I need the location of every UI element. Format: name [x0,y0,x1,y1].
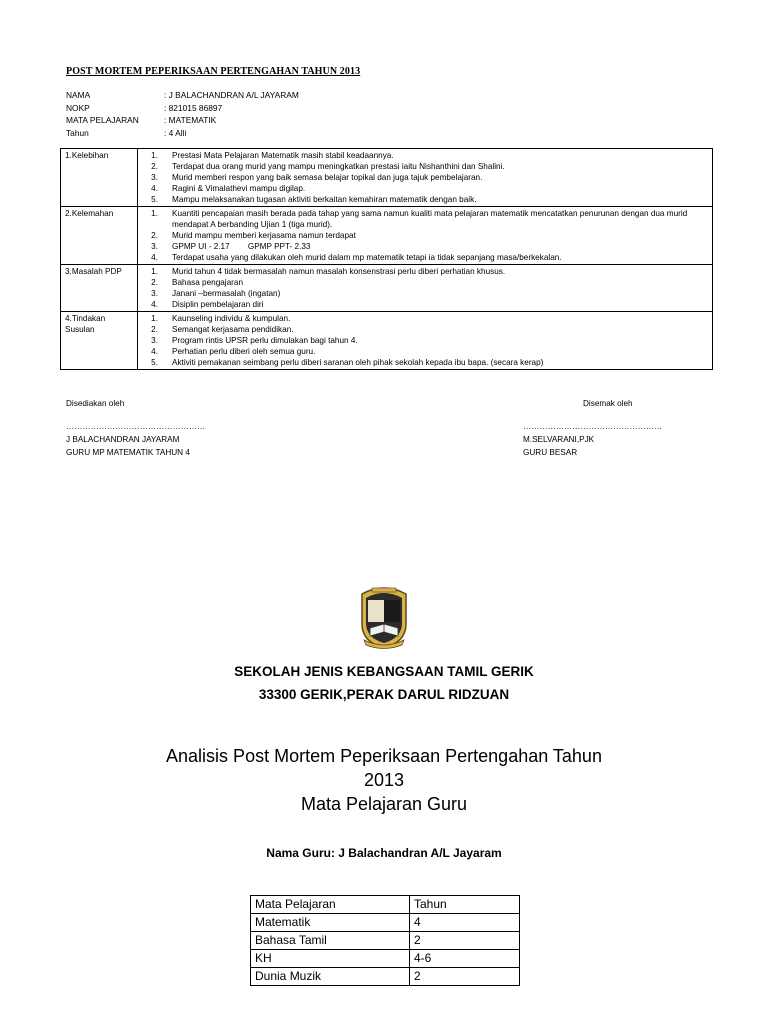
info-label: NOKP [66,102,90,113]
info-value: : 4 Alli [164,127,187,138]
table-cell: KH [251,950,410,968]
info-row-nama [66,89,299,102]
table-cell: 2 [410,968,520,986]
items-cell [138,265,713,312]
table-row-tindakan-susulan [61,312,713,370]
category-cell: 4.Tindakan Susulan [61,312,138,370]
checked-by-name: M.SELVARANI,PJK [523,435,595,444]
info-value: : MATEMATIK [164,115,217,125]
school-name: SEKOLAH JENIS KEBANGSAAN TAMIL GERIK [234,664,534,679]
category-cell: 2.Kelemahan [61,207,138,265]
list-item: 1. Prestasi Mata Pelajaran Matematik masih stabil keadaannya. [151,151,394,160]
document-title-line: Analisis Post Mortem Peperiksaan Pertengahan Tahun [166,746,602,766]
prepared-by-name: J BALACHANDRAN JAYARAM [66,435,180,444]
column-header: Mata Pelajaran [251,896,410,914]
info-value: : 821015 86897 [164,102,223,113]
table-row [251,932,520,950]
info-row-tahun [66,127,299,140]
table-cell: 2 [410,932,520,950]
table-header-row [251,896,520,914]
list-item: 4. Terdapat usaha yang dilakukan oleh murid dalam mp matematik tetapi ia tidak sepanjang masa/berkekalan. [151,253,562,262]
table-cell: Bahasa Tamil [251,932,410,950]
table-row-kelemahan [61,207,713,265]
list-item: 2. Terdapat dua orang murid yang mampu meningkatkan prestasi iaitu Nishanthini dan Shalini. [151,162,505,171]
teacher-name: Nama Guru: J Balachandran A/L Jayaram [266,846,502,860]
document-title-line: Mata Pelajaran Guru [300,794,468,814]
table-row [251,968,520,986]
subjects-table [250,895,520,986]
category-cell: 3.Masalah PDP [61,265,138,312]
info-label: MATA PELAJARAN [66,115,139,125]
table-row [251,914,520,932]
document-title [0,744,768,816]
items-cell [138,149,713,207]
info-value: : J BALACHANDRAN A/L JAYARAM [164,90,299,100]
table-cell: Matematik [251,914,410,932]
category-cell: 1.Kelebihan [61,149,138,207]
list-item: 3. Program rintis UPSR perlu dimulakan bagi tahun 4. [151,336,358,345]
items-cell [138,207,713,265]
checked-by-block [523,397,662,459]
table-cell: 4-6 [410,950,520,968]
post-mortem-table [60,148,713,370]
school-crest-icon [358,584,410,650]
info-label: NAMA [66,90,91,100]
info-row-nokp [66,102,299,115]
table-cell: 4 [410,914,520,932]
document-title-line: 2013 [363,770,405,790]
list-item: 2. Murid mampu memberi kerjasama namun terdapat [151,231,356,240]
school-address: 33300 GERIK,PERAK DARUL RIDZUAN [258,687,510,702]
list-item: 1. Murid tahun 4 tidak bermasalah namun masalah konsenstrasi perlu diberi perhatian khusus. [151,267,506,276]
page-title: POST MORTEM PEPERIKSAAN PERTENGAHAN TAHUN 2013 [66,66,361,77]
table-cell: Dunia Muzik [251,968,410,986]
prepared-by-label: Disediakan oleh [66,399,125,408]
prepared-by-role: GURU MP MATEMATIK TAHUN 4 [66,448,190,457]
table-row [251,950,520,968]
list-item: 3. Janani –bermasalah (ingatan) [151,289,281,298]
list-item: 3. Murid memberi respon yang baik semasa belajar topikal dan juga tajuk pembelajaran. [151,173,483,182]
list-item: 5. Mampu melaksanakan tugasan aktiviti berkaitan kemahiran matematik dengan baik. [151,195,477,204]
list-item: 1. Kuantiti pencapaian masih berada pada tahap yang sama namun kualiti mata pelajaran matematik mencatatkan penurunan dengan dua murid mendapat A berbanding Ujian 1 (tiga murid). [151,209,688,229]
table-row-masalah-pdp [61,265,713,312]
info-block [66,89,299,139]
list-item: 2. Semangat kerjasama pendidikan. [151,325,294,334]
list-item: 1. Kaunseling individu & kumpulan. [151,314,291,323]
column-header: Tahun [410,896,520,914]
signature-line: …………………………………………… [523,422,663,431]
list-item: 4. Disiplin pembelajaran diri [151,300,264,309]
list-item: 5. Aktiviti pemakanan seimbang perlu diberi saranan oleh pihak sekolah kepada ibu bapa. (secara kerap) [151,358,544,367]
signature-line: …………………………………………… [66,422,206,431]
items-cell [138,312,713,370]
prepared-by-block [66,397,205,459]
list-item: 3. GPMP UI - 2.17 GPMP PPT- 2.33 [151,242,311,251]
list-item: 2. Bahasa pengajaran [151,278,244,287]
table-row-kelebihan [61,149,713,207]
checked-by-label: Disemak oleh [583,399,633,408]
info-row-mata-pelajaran [66,114,299,127]
list-item: 4. Perhatian perlu diberi oleh semua guru. [151,347,316,356]
list-item: 4. Ragini & Vimalathevi mampu digilap. [151,184,306,193]
info-label: Tahun [66,127,89,138]
checked-by-role: GURU BESAR [523,448,578,457]
